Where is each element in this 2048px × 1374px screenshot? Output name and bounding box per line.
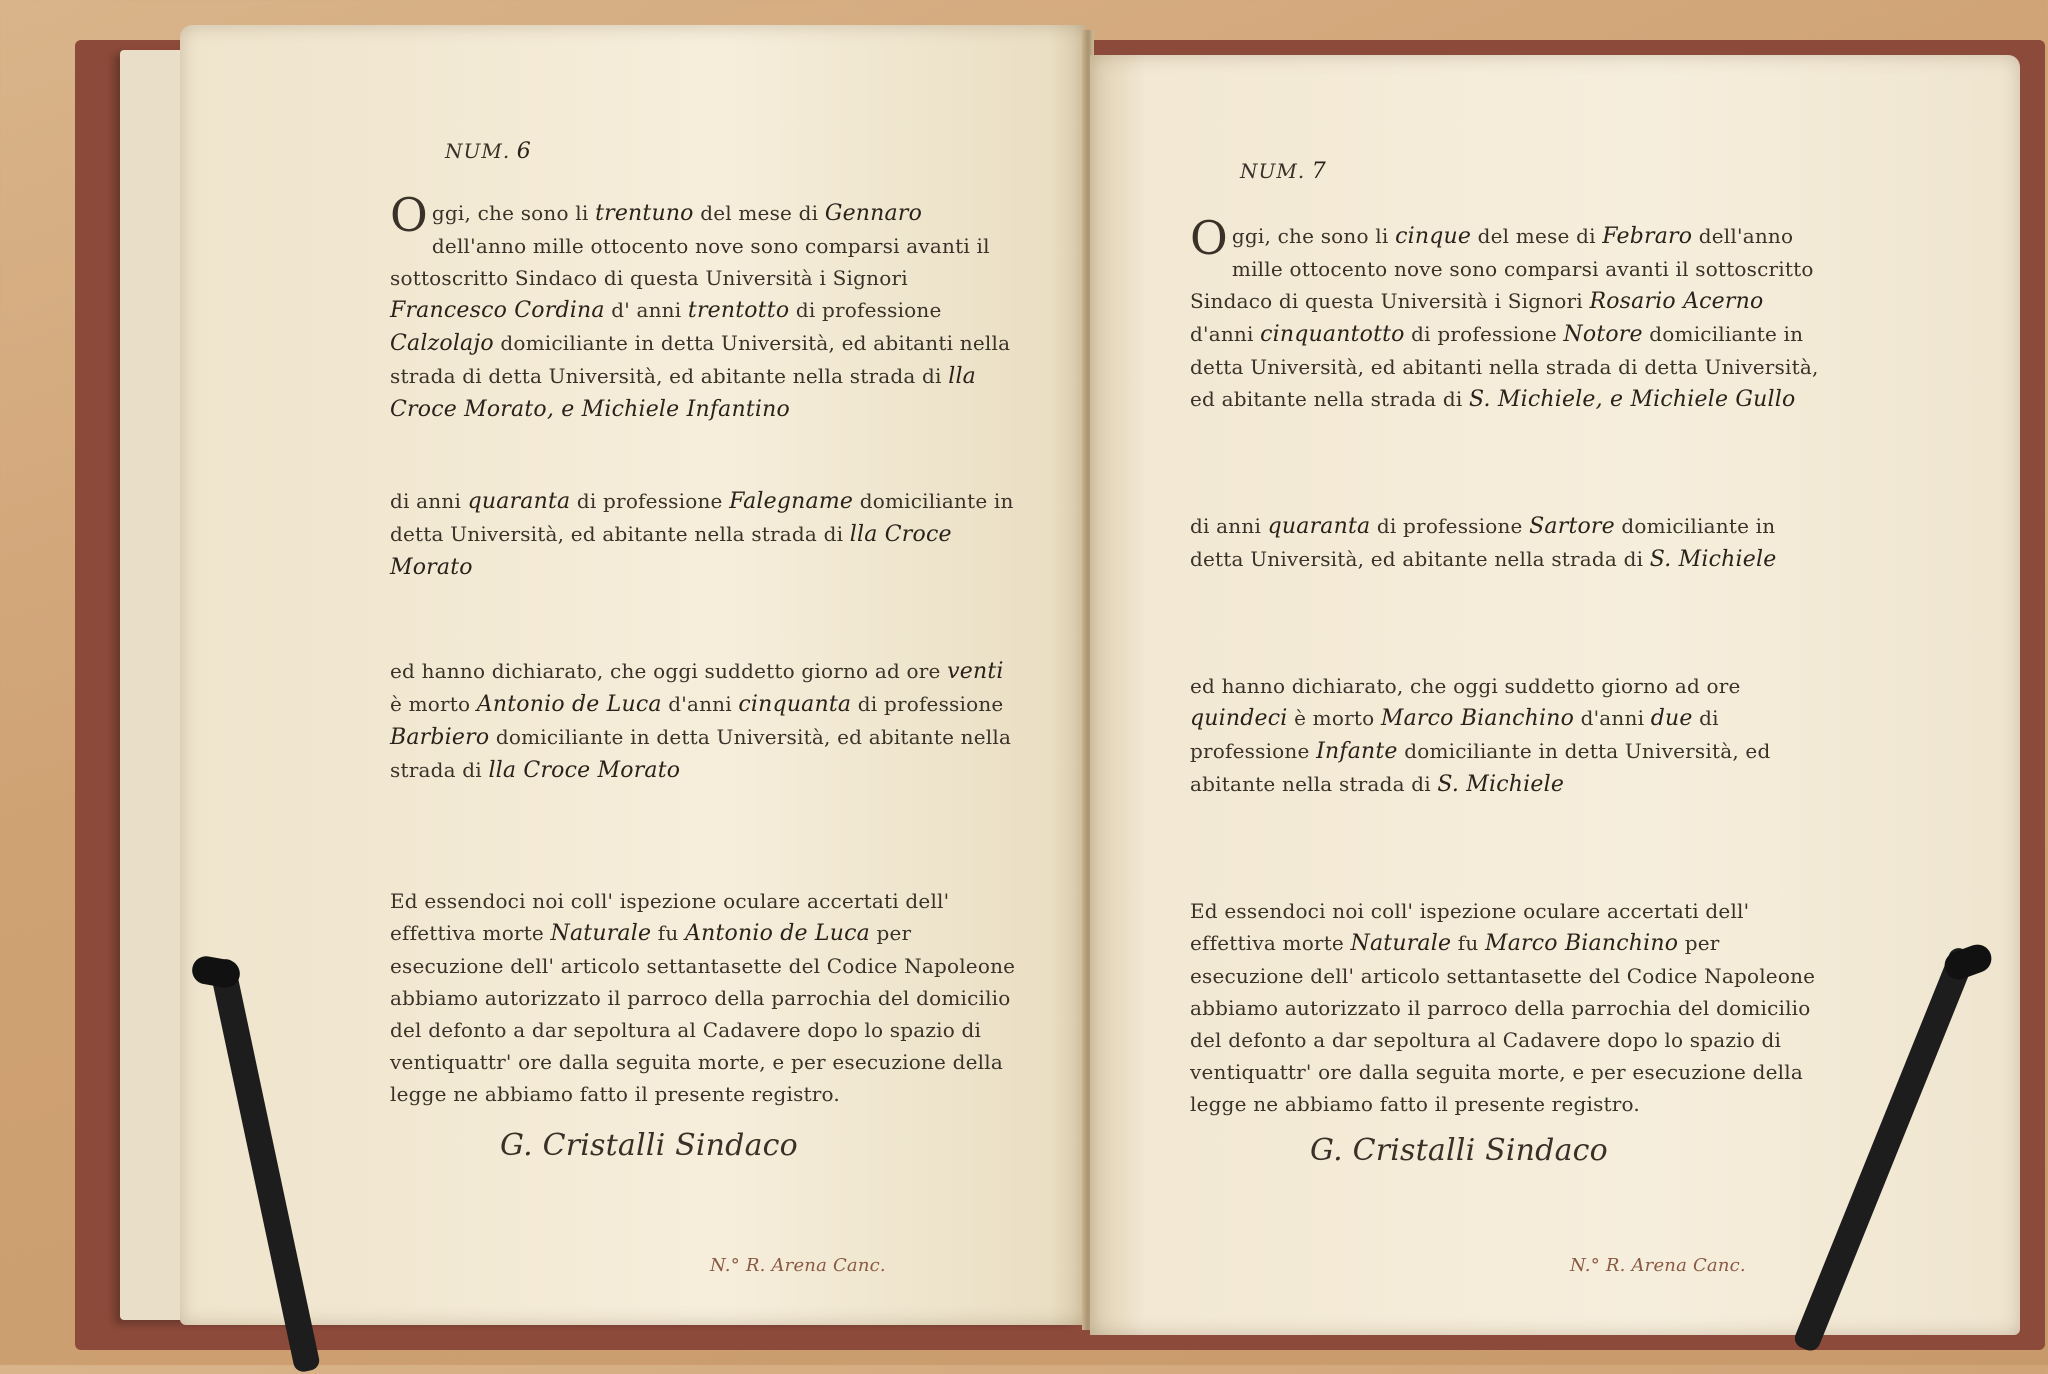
text: domiciliante in detta Università, ed abitante nella strada di <box>1190 739 1771 796</box>
text: Ed essendoci noi coll' ispezione oculare accertati dell' effettiva morte <box>1190 899 1750 955</box>
paragraph-verification <box>390 885 1020 1110</box>
handwritten-age-2: quaranta <box>467 489 571 514</box>
handwritten-deceased-name: Antonio de Luca <box>685 921 870 946</box>
paragraph-declaration <box>390 655 1020 787</box>
text: d'anni <box>1574 706 1651 730</box>
text: è morto <box>390 692 477 716</box>
entry-number <box>1240 155 1870 188</box>
handwritten-day: cinque <box>1395 224 1472 249</box>
text: di professione <box>1190 706 1719 763</box>
text: domiciliante in detta Università, ed abitante nella strada di <box>1190 514 1776 571</box>
handwritten-hour: quindeci <box>1190 706 1288 731</box>
text: di professione <box>1404 322 1564 346</box>
chancellor-note: N.° R. Arena Canc. <box>1570 1255 1746 1276</box>
paragraph-witness-2 <box>390 485 1020 584</box>
text: domiciliante in detta Università, ed abitanti nella strada di detta Università, ed abitante nella strada di <box>390 331 1011 388</box>
text: di professione <box>789 298 942 322</box>
handwritten-deceased-age: due <box>1650 706 1693 731</box>
handwritten-profession-1: Calzolajo <box>390 331 494 356</box>
text: domiciliante in detta Università, ed abitante nella strada di <box>390 725 1012 782</box>
text: fu <box>1451 931 1486 955</box>
text: ed hanno dichiarato, che oggi suddetto giorno ad ore <box>390 659 948 683</box>
paragraph-declaration <box>1190 670 1820 801</box>
paragraph-witness-2 <box>1190 510 1820 576</box>
left-page <box>180 25 1085 1325</box>
text: ggi, che sono li <box>431 201 596 225</box>
num-label: NUM. <box>445 139 511 163</box>
handwritten-age-2: quaranta <box>1267 514 1371 539</box>
handwritten-age-1: trentotto <box>687 298 790 323</box>
handwritten-street-2: S. Michiele <box>1649 547 1777 572</box>
signature: G. Cristalli Sindaco <box>500 1128 798 1163</box>
text: ggi, che sono li <box>1231 224 1396 248</box>
handwritten-deceased-name: Marco Bianchino <box>1485 931 1679 956</box>
handwritten-witness-1: Rosario Acerno <box>1589 289 1764 314</box>
drop-cap: O <box>1190 211 1228 265</box>
handwritten-deceased-profession: Infante <box>1316 739 1398 764</box>
handwritten-deceased-age: cinquanta <box>738 692 852 717</box>
num-value: 7 <box>1311 159 1326 184</box>
text: fu <box>651 921 686 945</box>
handwritten-deceased-profession: Barbiero <box>390 725 490 750</box>
text: di anni <box>390 489 468 513</box>
handwritten-cause: Naturale <box>1350 931 1452 956</box>
handwritten-month: Febraro <box>1602 224 1693 249</box>
handwritten-hour: venti <box>947 659 1004 684</box>
num-label: NUM. <box>1240 159 1306 183</box>
text: d'anni <box>661 692 739 716</box>
text: di professione <box>851 692 1004 716</box>
text: d'anni <box>1190 322 1261 346</box>
num-value: 6 <box>516 139 531 164</box>
handwritten-street-1: lla Croce Morato, e Michiele Infantino <box>390 364 976 422</box>
handwritten-street-2: lla Croce Morato <box>390 522 952 580</box>
text: di anni <box>1190 514 1268 538</box>
chancellor-note: N.° R. Arena Canc. <box>710 1255 886 1276</box>
handwritten-profession-2: Falegname <box>729 489 854 514</box>
text: per esecuzione dell' articolo settantasette del Codice Napoleone abbiamo autorizzato il parroco della parrochia del domicilio del defonto a dar sepoltura al Cadavere dopo lo spazio di ventiquattr' ore dalla seguita morte, e per esecuzione della legge ne abbiamo fatto il presente registro. <box>390 921 1016 1106</box>
text: dell'anno mille ottocento nove sono comparsi avanti il sottoscritto Sindaco di questa Università i Signori <box>390 234 990 290</box>
text: per esecuzione dell' articolo settantasette del Codice Napoleone abbiamo autorizzato il parroco della parrochia del domicilio del defonto a dar sepoltura al Cadavere dopo lo spazio di ventiquattr' ore dalla seguita morte, e per esecuzione della legge ne abbiamo fatto il presente registro. <box>1190 931 1816 1116</box>
text: dell'anno mille ottocento nove sono comparsi avanti il sottoscritto Sindaco di questa Università i Signori <box>1190 224 1814 313</box>
handwritten-witness-1: Francesco Cordina <box>390 298 605 323</box>
signature: G. Cristalli Sindaco <box>1310 1133 1608 1168</box>
handwritten-age-1: cinquantotto <box>1260 322 1405 347</box>
handwritten-deceased-street: S. Michiele <box>1437 772 1565 797</box>
paragraph-appearance <box>390 188 1020 426</box>
text: del mese di <box>1471 224 1603 248</box>
handwritten-cause: Naturale <box>550 921 652 946</box>
text: è morto <box>1287 706 1381 730</box>
paragraph-appearance <box>1190 211 1820 416</box>
text: domiciliante in detta Università, ed abitante nella strada di <box>390 489 1014 546</box>
handwritten-deceased: Marco Bianchino <box>1380 706 1575 731</box>
text: domiciliante in detta Università, ed abitanti nella strada di detta Università, ed abitante nella strada di <box>1190 322 1819 411</box>
paragraph-verification <box>1190 895 1820 1120</box>
handwritten-month: Gennaro <box>824 201 923 226</box>
text: di professione <box>570 489 730 513</box>
text: ed hanno dichiarato, che oggi suddetto giorno ad ore <box>1190 674 1741 698</box>
text: di professione <box>1370 514 1530 538</box>
text: d' anni <box>604 298 688 322</box>
handwritten-deceased-street: lla Croce Morato <box>488 758 681 783</box>
handwritten-day: trentuno <box>595 201 694 226</box>
handwritten-deceased: Antonio de Luca <box>476 692 662 717</box>
drop-cap: O <box>390 188 428 242</box>
handwritten-profession-2: Sartore <box>1529 514 1615 539</box>
handwritten-profession-1: Notore <box>1563 322 1643 347</box>
text: del mese di <box>693 201 825 225</box>
entry-number <box>445 135 1075 168</box>
handwritten-street-1: S. Michiele, e Michiele Gullo <box>1469 387 1796 412</box>
text: Ed essendoci noi coll' ispezione oculare accertati dell' effettiva morte <box>390 889 950 945</box>
